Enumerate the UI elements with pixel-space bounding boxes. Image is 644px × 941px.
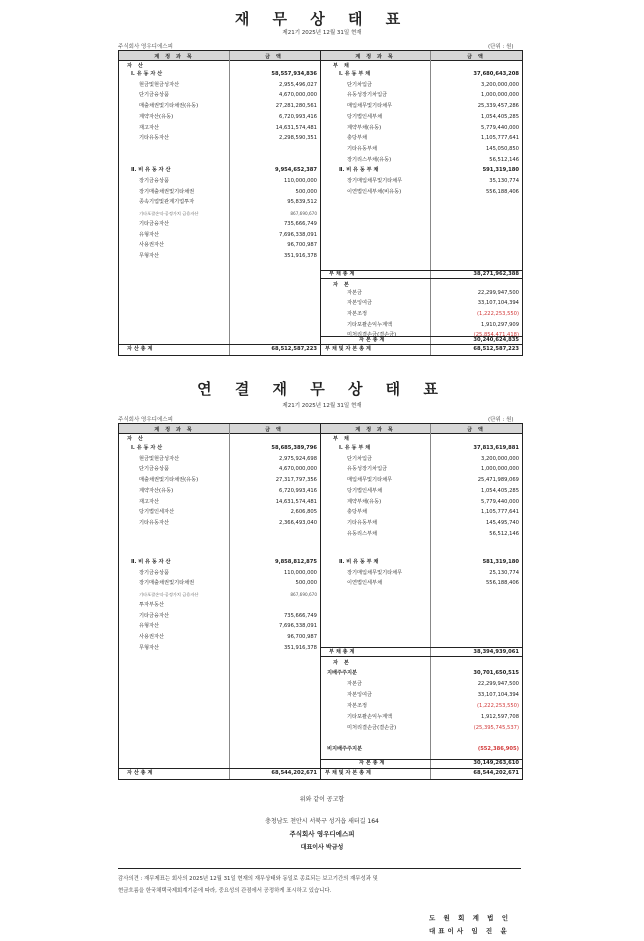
row-value: 5,779,440,000 xyxy=(481,498,519,505)
audit-opinion-line1: 감사의견 : 재무제표는 회사의 2025년 12월 31일 현재의 재무상태와 동일로 종료되는 보고기간의 재무성과 및 xyxy=(118,876,378,882)
fs1-period: 제21기 2025년 12월 31일 현재 xyxy=(282,30,362,36)
row-label: Ⅰ. 유 동 부 채 xyxy=(339,71,371,77)
header-left-item: 계 정 과 목 xyxy=(154,53,194,60)
liabilities-section-label: 부 채 xyxy=(333,436,351,442)
row-label: 기타포괄손익-공정가치 금융자산 xyxy=(139,592,199,598)
equity-section-label: 자 본 xyxy=(333,660,351,666)
header-left-amount: 금 액 xyxy=(265,426,283,433)
row-value: 33,107,104,394 xyxy=(477,691,519,698)
row-label: 사용권자산 xyxy=(139,633,165,640)
row-label: 자본조정 xyxy=(347,702,368,709)
row-value: 14,631,574,481 xyxy=(275,124,317,131)
row-label: 장기매출채권및기타채권 xyxy=(139,580,195,587)
row-value: 2,955,496,027 xyxy=(279,81,317,88)
row-value: 7,696,338,091 xyxy=(279,231,317,238)
row-value: 351,916,378 xyxy=(283,644,317,651)
row-label: 계약자산(유동) xyxy=(139,113,174,120)
row-label: 단기차입금 xyxy=(347,81,373,88)
fs1-title: 재 무 상 태 표 xyxy=(234,10,410,28)
assets-total-label: 자 산 총 계 xyxy=(127,346,153,352)
company-name: 주식회사 영우디에스피 xyxy=(289,830,355,838)
row-value: 4,670,000,000 xyxy=(279,92,317,99)
row-value: 500,000 xyxy=(295,188,317,195)
row-value: 96,700,987 xyxy=(287,242,317,249)
row-value: 3,200,000,000 xyxy=(481,81,519,88)
row-label: 유동성장기차입금 xyxy=(347,92,388,99)
row-label: 투자부동산 xyxy=(139,601,165,608)
row-label: 충당부채 xyxy=(347,509,368,516)
row-label: 미처리결손금(결손금) xyxy=(347,332,397,339)
row-label: 기타포괄손익누계액 xyxy=(347,321,393,328)
row-label: Ⅰ. 유 동 자 산 xyxy=(131,445,163,451)
row-label: 장기금융상품 xyxy=(139,569,170,576)
company-address: 충청남도 천안시 서북구 성거읍 새터길 164 xyxy=(265,818,379,825)
audit-opinion-line2: 현금흐름을 한국채택국제회계기준에 따라, 중요성의 관점에서 공정하게 표시하고 있습니다. xyxy=(118,888,332,894)
liabilities-total-value: 38,394,939,061 xyxy=(473,649,519,655)
row-label: 당기법인세부채 xyxy=(347,487,383,494)
liab-equity-total-value: 68,544,202,671 xyxy=(473,770,519,776)
row-value: 581,319,180 xyxy=(482,559,519,565)
liabilities-total-value: 38,271,962,388 xyxy=(473,271,519,277)
row-label: 기타포괄손익누계액 xyxy=(347,713,393,720)
row-value: 591,319,180 xyxy=(482,167,519,174)
row-label: 자본잉여금 xyxy=(347,300,373,307)
fs2-title: 연 결 재 무 상 태 표 xyxy=(197,380,447,398)
fs1-company: 주식회사 영우디에스피 xyxy=(118,44,173,50)
row-label: 사용권자산 xyxy=(139,242,165,249)
row-label: 장기매입채무및기타채무 xyxy=(347,569,403,576)
equity-total-label: 자 본 총 계 xyxy=(359,760,385,766)
row-label: Ⅱ. 비 유 동 부 채 xyxy=(339,559,379,565)
row-label: Ⅱ. 비 유 동 자 산 xyxy=(131,167,171,174)
assets-total-label: 자 산 총 계 xyxy=(127,770,153,776)
row-label: 충당부채 xyxy=(347,135,368,142)
row-label: Ⅱ. 비 유 동 자 산 xyxy=(131,559,171,565)
row-value: 351,916,378 xyxy=(283,252,317,259)
nci-value: (552,386,905) xyxy=(477,746,519,752)
equity-total-value: 30,149,263,610 xyxy=(473,760,519,766)
ceo-name: 대표이사 박금성 xyxy=(300,844,344,851)
assets-total-value: 68,512,587,223 xyxy=(271,346,317,352)
row-value: 22,299,947,500 xyxy=(477,681,519,687)
row-label: 미처리결손금(결손금) xyxy=(347,724,397,731)
header-right-item: 계 정 과 목 xyxy=(355,426,395,433)
row-value: 145,050,850 xyxy=(485,145,519,152)
row-value: (25,395,745,537) xyxy=(473,724,519,731)
liab-equity-total-label: 부 채 및 자 본 총 계 xyxy=(325,346,371,352)
row-label: 재고자산 xyxy=(139,124,160,131)
consolidated-balance-sheet-table xyxy=(118,423,523,780)
row-label: Ⅰ. 유 동 자 산 xyxy=(131,71,163,77)
row-label: 계약부채(유동) xyxy=(347,124,382,131)
parent-equity-value: 30,701,650,515 xyxy=(473,670,519,676)
row-value: 58,685,389,796 xyxy=(271,445,317,451)
row-label: 현금및현금성자산 xyxy=(139,455,180,462)
liabilities-total-label: 부 채 총 계 xyxy=(329,271,355,277)
row-value: 1,000,000,000 xyxy=(481,466,519,473)
row-value: 5,779,440,000 xyxy=(481,124,519,131)
row-label: 유동성장기차입금 xyxy=(347,466,388,473)
row-label: 장기금융상품 xyxy=(139,178,170,184)
row-label: 자본조정 xyxy=(347,310,368,317)
auditor-name: 도 원 회 계 법 인 xyxy=(429,914,511,922)
row-value: 25,339,457,286 xyxy=(477,103,519,110)
row-value: 500,000 xyxy=(295,580,317,587)
row-value: 3,200,000,000 xyxy=(481,455,519,462)
row-label: 유형자산 xyxy=(139,623,160,630)
row-value: 2,298,590,351 xyxy=(279,135,317,142)
equity-total-value: 30,240,624,835 xyxy=(473,337,519,343)
row-label: 당기법인세자산 xyxy=(139,509,175,516)
auditor-ceo: 대표이사 임 진 윤 xyxy=(429,927,510,935)
row-value: 33,107,104,394 xyxy=(477,300,519,307)
row-value: 867,690,670 xyxy=(290,592,317,598)
row-label: 장기리스부채(유동) xyxy=(347,156,392,163)
fs2-period: 제21기 2025년 12월 31일 현재 xyxy=(282,403,362,409)
parent-equity-label: 지배주주지분 xyxy=(327,670,358,676)
row-label: 무형자산 xyxy=(139,644,160,651)
row-value: 27,317,797,356 xyxy=(275,477,317,484)
row-value: 9,858,812,875 xyxy=(274,559,317,565)
row-label: 자본금 xyxy=(347,289,363,296)
row-label: 기타금융자산 xyxy=(139,612,170,619)
row-value: 96,700,987 xyxy=(287,633,317,640)
notice-text: 위와 같이 공고함 xyxy=(299,796,345,803)
row-value: 56,512,146 xyxy=(489,530,519,537)
row-label: 계약부채(유동) xyxy=(347,498,382,505)
header-left-amount: 금 액 xyxy=(265,53,283,60)
row-label: 계약자산(유동) xyxy=(139,487,174,494)
assets-section-label: 자 산 xyxy=(127,436,145,442)
row-label: 기타금융자산 xyxy=(139,220,170,227)
row-value: 1,054,405,285 xyxy=(481,113,519,120)
row-value: 22,299,947,500 xyxy=(477,289,519,296)
balance-sheet-table xyxy=(118,50,523,356)
header-right-amount: 금 액 xyxy=(467,426,485,433)
row-value: 1,054,405,285 xyxy=(481,487,519,494)
row-value: 2,366,493,040 xyxy=(279,519,317,526)
row-value: 556,188,406 xyxy=(485,188,519,195)
row-label: 자본잉여금 xyxy=(347,691,373,698)
row-label: 기타유동자산 xyxy=(139,519,170,526)
liab-equity-total-label: 부 채 및 자 본 총 계 xyxy=(325,770,371,776)
row-value: 58,557,934,836 xyxy=(271,71,317,77)
assets-section-label: 자 산 xyxy=(127,63,145,69)
header-right-amount: 금 액 xyxy=(467,53,485,60)
row-value: 2,975,924,698 xyxy=(279,455,317,462)
row-label: 이연법인세부채 xyxy=(347,580,383,587)
row-label: 단기금융상품 xyxy=(139,92,170,99)
row-value: 110,000,000 xyxy=(283,569,317,576)
row-value: 37,680,643,208 xyxy=(473,71,519,77)
row-label: 이연법인세부채(비유동) xyxy=(347,188,402,195)
row-label: 현금및현금성자산 xyxy=(139,81,180,88)
row-label: 매입채무및기타채무 xyxy=(347,477,393,484)
row-label: 당기법인세부채 xyxy=(347,113,383,120)
row-value: 1,910,297,909 xyxy=(481,321,519,328)
row-value: 1,000,000,000 xyxy=(481,92,519,99)
fs2-company: 주식회사 영우디에스피 xyxy=(118,417,173,423)
row-value: (1,222,253,550) xyxy=(477,310,519,317)
row-value: 556,188,406 xyxy=(485,580,519,587)
row-label: 매출채권및기타채권(유동) xyxy=(139,477,199,484)
row-label: 유동리스부채 xyxy=(347,530,378,537)
row-value: 25,130,774 xyxy=(489,569,519,576)
equity-section-label: 자 본 xyxy=(333,282,351,288)
row-value: 2,606,805 xyxy=(290,509,317,516)
row-value: 1,105,777,641 xyxy=(481,509,519,516)
row-value: 735,666,749 xyxy=(283,220,317,227)
row-label: 단기금융상품 xyxy=(139,466,170,473)
fs1-unit: (단위 : 원) xyxy=(488,44,514,50)
row-value: 110,000,000 xyxy=(283,178,317,184)
row-value: (25,854,471,418) xyxy=(473,332,519,339)
row-value: 37,813,619,881 xyxy=(473,445,519,451)
row-label: 매입채무및기타채무 xyxy=(347,103,393,110)
row-value: 1,105,777,641 xyxy=(481,135,519,142)
row-label: 매출채권및기타채권(유동) xyxy=(139,103,199,110)
row-label: 자본금 xyxy=(347,681,363,687)
liabilities-section-label: 부 채 xyxy=(333,63,351,69)
row-label: Ⅱ. 비 유 동 부 채 xyxy=(339,167,379,174)
row-value: 14,631,574,481 xyxy=(275,498,317,505)
row-label: Ⅰ. 유 동 부 채 xyxy=(339,445,371,451)
row-value: 1,912,597,708 xyxy=(481,713,519,720)
row-value: 735,666,749 xyxy=(283,612,317,619)
row-label: 재고자산 xyxy=(139,498,160,505)
liab-equity-total-value: 68,512,587,223 xyxy=(473,346,519,352)
row-value: 7,696,338,091 xyxy=(279,623,317,630)
row-value: 95,839,512 xyxy=(287,199,317,206)
row-value: 9,954,652,387 xyxy=(274,167,317,174)
row-value: 27,281,280,561 xyxy=(275,103,317,110)
audit-opinion xyxy=(118,868,521,897)
nci-label: 비지배주주지분 xyxy=(327,746,363,752)
assets-total-value: 68,544,202,671 xyxy=(271,770,317,776)
fs2-unit: (단위 : 원) xyxy=(488,417,514,423)
row-label: 기타유동자산 xyxy=(139,135,170,142)
row-value: 56,512,146 xyxy=(489,156,519,163)
liabilities-total-label: 부 채 총 계 xyxy=(329,649,355,655)
row-label: 기타포괄손익-공정가치 금융자산 xyxy=(139,211,199,217)
equity-total-label: 자 본 총 계 xyxy=(359,337,385,343)
row-value: 35,130,774 xyxy=(489,178,519,184)
header-right-item: 계 정 과 목 xyxy=(355,53,395,60)
row-label: 종속기업및관계기업투자 xyxy=(139,199,195,206)
row-label: 무형자산 xyxy=(139,252,160,259)
row-value: (1,222,253,550) xyxy=(477,702,519,709)
row-label: 장기매입채무및기타채무 xyxy=(347,178,403,184)
row-value: 6,720,993,416 xyxy=(279,487,317,494)
header-left-item: 계 정 과 목 xyxy=(154,426,194,433)
row-value: 145,495,740 xyxy=(485,519,519,526)
row-label: 기타유동부채 xyxy=(347,519,378,526)
row-label: 단기차입금 xyxy=(347,455,373,462)
row-value: 6,720,993,416 xyxy=(279,113,317,120)
row-label: 기타유동부채 xyxy=(347,145,378,152)
row-label: 장기매출채권및기타채권 xyxy=(139,188,195,195)
row-value: 25,471,989,069 xyxy=(477,477,519,484)
row-value: 4,670,000,000 xyxy=(279,466,317,473)
row-value: 867,690,670 xyxy=(290,211,317,217)
row-label: 유형자산 xyxy=(139,231,160,238)
